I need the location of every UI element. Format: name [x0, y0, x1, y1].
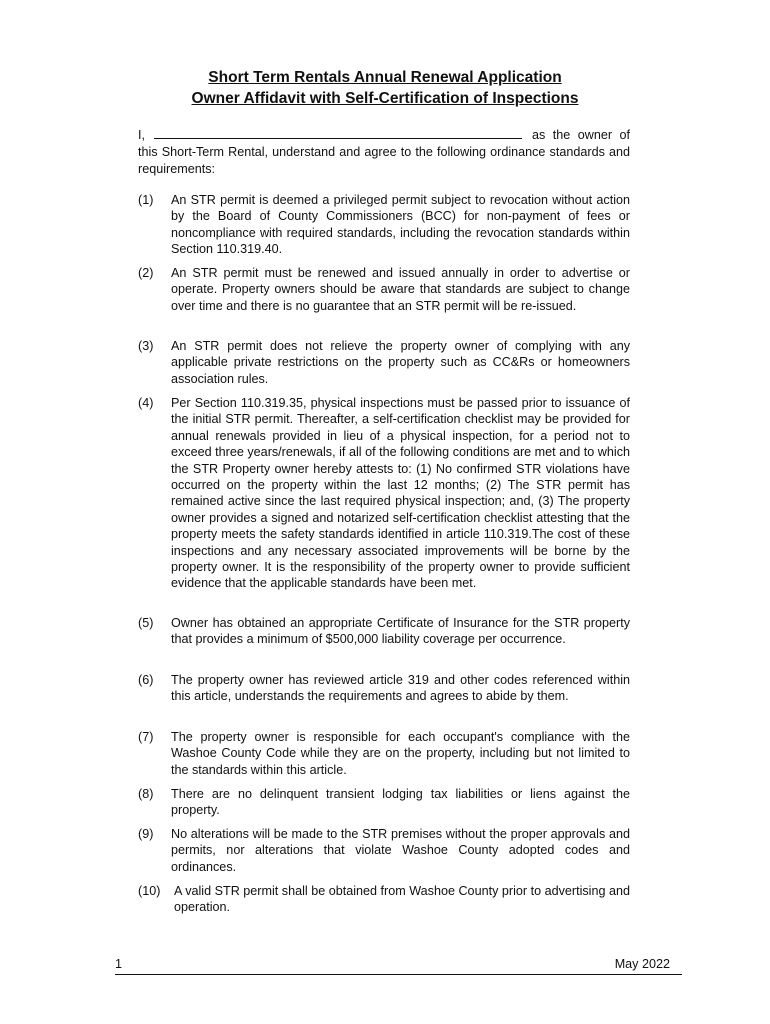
intro-paragraph	[138, 127, 630, 177]
title-line-2: Owner Affidavit with Self-Certification of Inspections	[191, 90, 579, 107]
item-text: A valid STR permit shall be obtained from Washoe County prior to advertising and operation.	[174, 884, 630, 915]
intro-suffix: as the owner of this Short-Term Rental, understand and agree to the following ordinance standards and requirements:	[138, 128, 631, 176]
item-number: (4)	[138, 396, 154, 410]
item-number: (3)	[138, 339, 154, 353]
item-text: An STR permit is deemed a privileged permit subject to revocation without action by the Board of County Commissioners (BCC) for non-payment of fees or noncompliance with required standards, including the revocation standards within Section 110.319.40.	[171, 193, 630, 257]
intro-prefix: I,	[138, 128, 145, 142]
item-text: The property owner is responsible for each occupant's compliance with the Washoe County Code while they are on the property, including but not limited to the standards within this article.	[171, 730, 630, 777]
item-text: There are no delinquent transient lodging tax liabilities or liens against the property.	[171, 787, 630, 818]
page-number: 1	[115, 957, 123, 971]
item-number: (8)	[138, 787, 154, 801]
footer-divider	[115, 974, 682, 975]
item-text: An STR permit does not relieve the property owner of complying with any applicable private restrictions on the property such as CC&Rs or homeowners association rules.	[171, 339, 630, 386]
item-number: (7)	[138, 730, 154, 744]
title-line-1: Short Term Rentals Annual Renewal Application	[208, 69, 562, 86]
item-text: Per Section 110.319.35, physical inspections must be passed prior to issuance of the initial STR permit. Thereafter, a self-certification checklist may be provided for annual renewals provided in lieu of a physical inspection, for a period not to exceed three years/renewals, if all of the following conditions are met and to which the STR Property owner hereby attests to: (1) No confirmed STR violations have occurred on the property within the last 12 months; (2) The STR permit has remained active since the last required physical inspection; and, (3) The property owner provides a signed and notarized self-certification checklist attesting that the property meets the safety standards identified in article 110.319.The cost of these inspections and any necessary associated improvements will be borne by the property owner. It is the responsibility of the property owner to provide sufficient evidence that the applicable standards have been met.	[171, 396, 630, 591]
item-text: No alterations will be made to the STR premises without the proper approvals and permits, nor alterations that violate Washoe County adopted codes and ordinances.	[171, 827, 630, 874]
item-text: The property owner has reviewed article 319 and other codes referenced within this article, understands the requirements and agrees to abide by them.	[171, 673, 630, 704]
item-number: (5)	[138, 616, 154, 630]
item-number: (2)	[138, 266, 154, 280]
item-number: (9)	[138, 827, 154, 841]
item-text: An STR permit must be renewed and issued annually in order to advertise or operate. Property owners should be aware that standards are subject to change over time and there is no guarantee that an STR permit will be re-issued.	[171, 266, 630, 313]
item-number: (10)	[138, 884, 161, 898]
item-number: (6)	[138, 673, 154, 687]
document-title	[0, 67, 770, 109]
owner-name-blank[interactable]	[154, 127, 522, 139]
footer-date: May 2022	[614, 957, 670, 971]
item-number: (1)	[138, 193, 154, 207]
item-text: Owner has obtained an appropriate Certificate of Insurance for the STR property that provides a minimum of $500,000 liability coverage per occurrence.	[171, 616, 630, 647]
